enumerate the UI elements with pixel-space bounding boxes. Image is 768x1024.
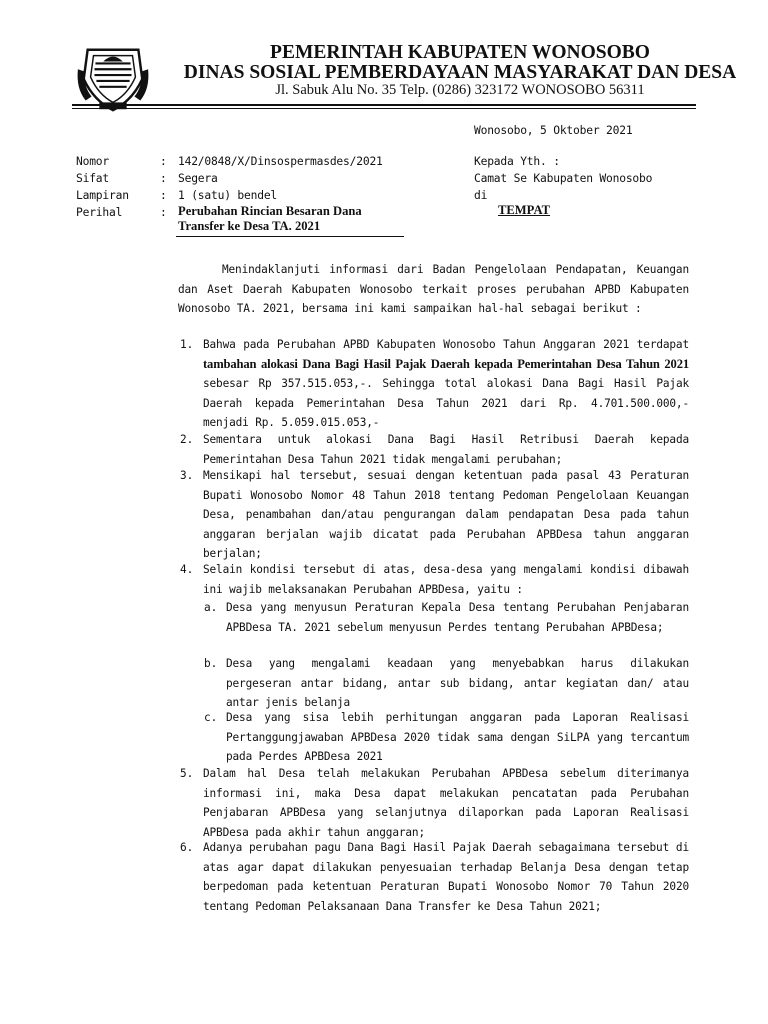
- item-4c-paragraph: Desa yang sisa lebih perhitungan anggaran pada Laporan Realisasi Pertanggungjawaban APBDesa 2020 tidak sama dengan SiLPA yang tercantum pada Perdes APBDesa 2021: [226, 711, 689, 763]
- perihal-underline: [176, 236, 404, 237]
- meta-value-nomor: 142/0848/X/Dinsospermasdes/2021: [178, 155, 383, 168]
- intro-paragraph: Menindaklanjuti informasi dari Badan Pengelolaan Pendapatan, Keuangan dan Aset Daerah Kabupaten Wonosobo terkait proses perubahan APBD Kabupaten Wonosobo TA. 2021, bersama ini kami sampaikan hal-hal sebagai berikut :: [178, 263, 689, 315]
- meta-colon: :: [160, 189, 167, 202]
- subitem-letter: a.: [204, 601, 218, 614]
- meta-value-sifat: Segera: [178, 172, 218, 185]
- header-divider-thin: [72, 108, 696, 109]
- item-number: 2.: [180, 433, 194, 446]
- regency-emblem-logo: [74, 40, 152, 118]
- meta-colon: :: [160, 172, 167, 185]
- item-number: 4.: [180, 563, 194, 576]
- header-agency-name: DINAS SOSIAL PEMBERDAYAAN MASYARAKAT DAN DESA: [183, 62, 737, 83]
- item-number: 6.: [180, 841, 194, 854]
- header-divider: [72, 104, 696, 106]
- item-1-text-start: Bahwa pada Perubahan APBD Kabupaten Wonosobo Tahun Anggaran 2021 terdapat: [203, 338, 689, 351]
- item-4b-paragraph: Desa yang mengalami keadaan yang menyebabkan harus dilakukan pergeseran antar bidang, antar sub bidang, antar kegiatan dan/ atau antar jenis belanja: [226, 657, 689, 709]
- meta-label-sifat: Sifat: [76, 172, 110, 185]
- item-1-paragraph: [203, 335, 689, 433]
- item-1-emphasis: tambahan alokasi Dana Bagi Hasil Pajak Daerah kepada Pemerintahan Desa Tahun 2021: [203, 356, 689, 371]
- header-address: Jl. Sabuk Alu No. 35 Telp. (0286) 323172 WONOSOBO 56311: [275, 82, 645, 98]
- item-5-paragraph: Dalam hal Desa telah melakukan Perubahan APBDesa sebelum diterimanya informasi ini, maka Desa dapat melakukan pencatatan pada Perubahan Penjabaran APBDesa yang selanjutnya dilaporkan pada Laporan Realisasi APBDesa pada akhir tahun anggaran;: [203, 767, 689, 839]
- item-4-paragraph: Selain kondisi tersebut di atas, desa-desa yang mengalami kondisi dibawah ini wajib melaksanakan Perubahan APBDesa, yaitu :: [203, 563, 689, 596]
- item-number: 5.: [180, 767, 194, 780]
- item-number: 1.: [180, 338, 194, 351]
- item-2-paragraph: Sementara untuk alokasi Dana Bagi Hasil Retribusi Daerah kepada Pemerintahan Desa Tahun 2021 tidak mengalami perubahan;: [203, 433, 689, 466]
- meta-value-perihal-line2: Transfer ke Desa TA. 2021: [178, 219, 321, 233]
- recipient-di: di: [474, 189, 488, 202]
- recipient-greeting: Kepada Yth. :: [474, 155, 560, 168]
- item-1-text-end: sebesar Rp 357.515.053,-. Sehingga total alokasi Dana Bagi Hasil Pajak Daerah kepada Pemerintahan Desa Tahun 2021 dari Rp. 4.701.500.000,- menjadi Rp. 5.059.015.053,-: [203, 377, 689, 429]
- item-6-paragraph: Adanya perubahan pagu Dana Bagi Hasil Pajak Daerah sebagaimana tersebut di atas agar dapat dilakukan penyesuaian terhadap Belanja Desa dengan tetap berpedoman pada ketentuan Peraturan Bupati Wonosobo Nomor 70 Tahun 2020 tentang Pedoman Pelaksanaan Dana Transfer ke Desa Tahun 2021;: [203, 841, 689, 913]
- item-4a-paragraph: Desa yang menyusun Peraturan Kepala Desa tentang Perubahan Penjabaran APBDesa TA. 2021 sebelum menyusun Perdes tentang Perubahan APBDesa;: [226, 601, 689, 634]
- recipient-place: TEMPAT: [498, 203, 551, 217]
- meta-value-perihal-line1: Perubahan Rincian Besaran Dana: [178, 204, 362, 218]
- meta-colon: :: [160, 206, 167, 219]
- meta-label-lampiran: Lampiran: [76, 189, 129, 202]
- letter-date: Wonosobo, 5 Oktober 2021: [474, 124, 633, 137]
- item-number: 3.: [180, 469, 194, 482]
- subitem-letter: b.: [204, 657, 218, 670]
- subitem-letter: c.: [204, 711, 218, 724]
- meta-colon: :: [160, 155, 167, 168]
- meta-label-perihal: Perihal: [76, 206, 123, 219]
- meta-label-nomor: Nomor: [76, 155, 110, 168]
- item-3-paragraph: Mensikapi hal tersebut, sesuai dengan ketentuan pada pasal 43 Peraturan Bupati Wonosobo Nomor 48 Tahun 2018 tentang Pedoman Pengelolaan Keuangan Desa, penambahan dan/atau pengurangan dalam pendapatan Desa pada tahun anggaran berjalan wajib dicatat pada Perubahan APBDesa tahun anggaran berjalan;: [203, 469, 689, 560]
- recipient-name: Camat Se Kabupaten Wonosobo: [474, 172, 653, 185]
- meta-value-lampiran: 1 (satu) bendel: [178, 189, 278, 202]
- header-government-name: PEMERINTAH KABUPATEN WONOSOBO: [270, 42, 650, 63]
